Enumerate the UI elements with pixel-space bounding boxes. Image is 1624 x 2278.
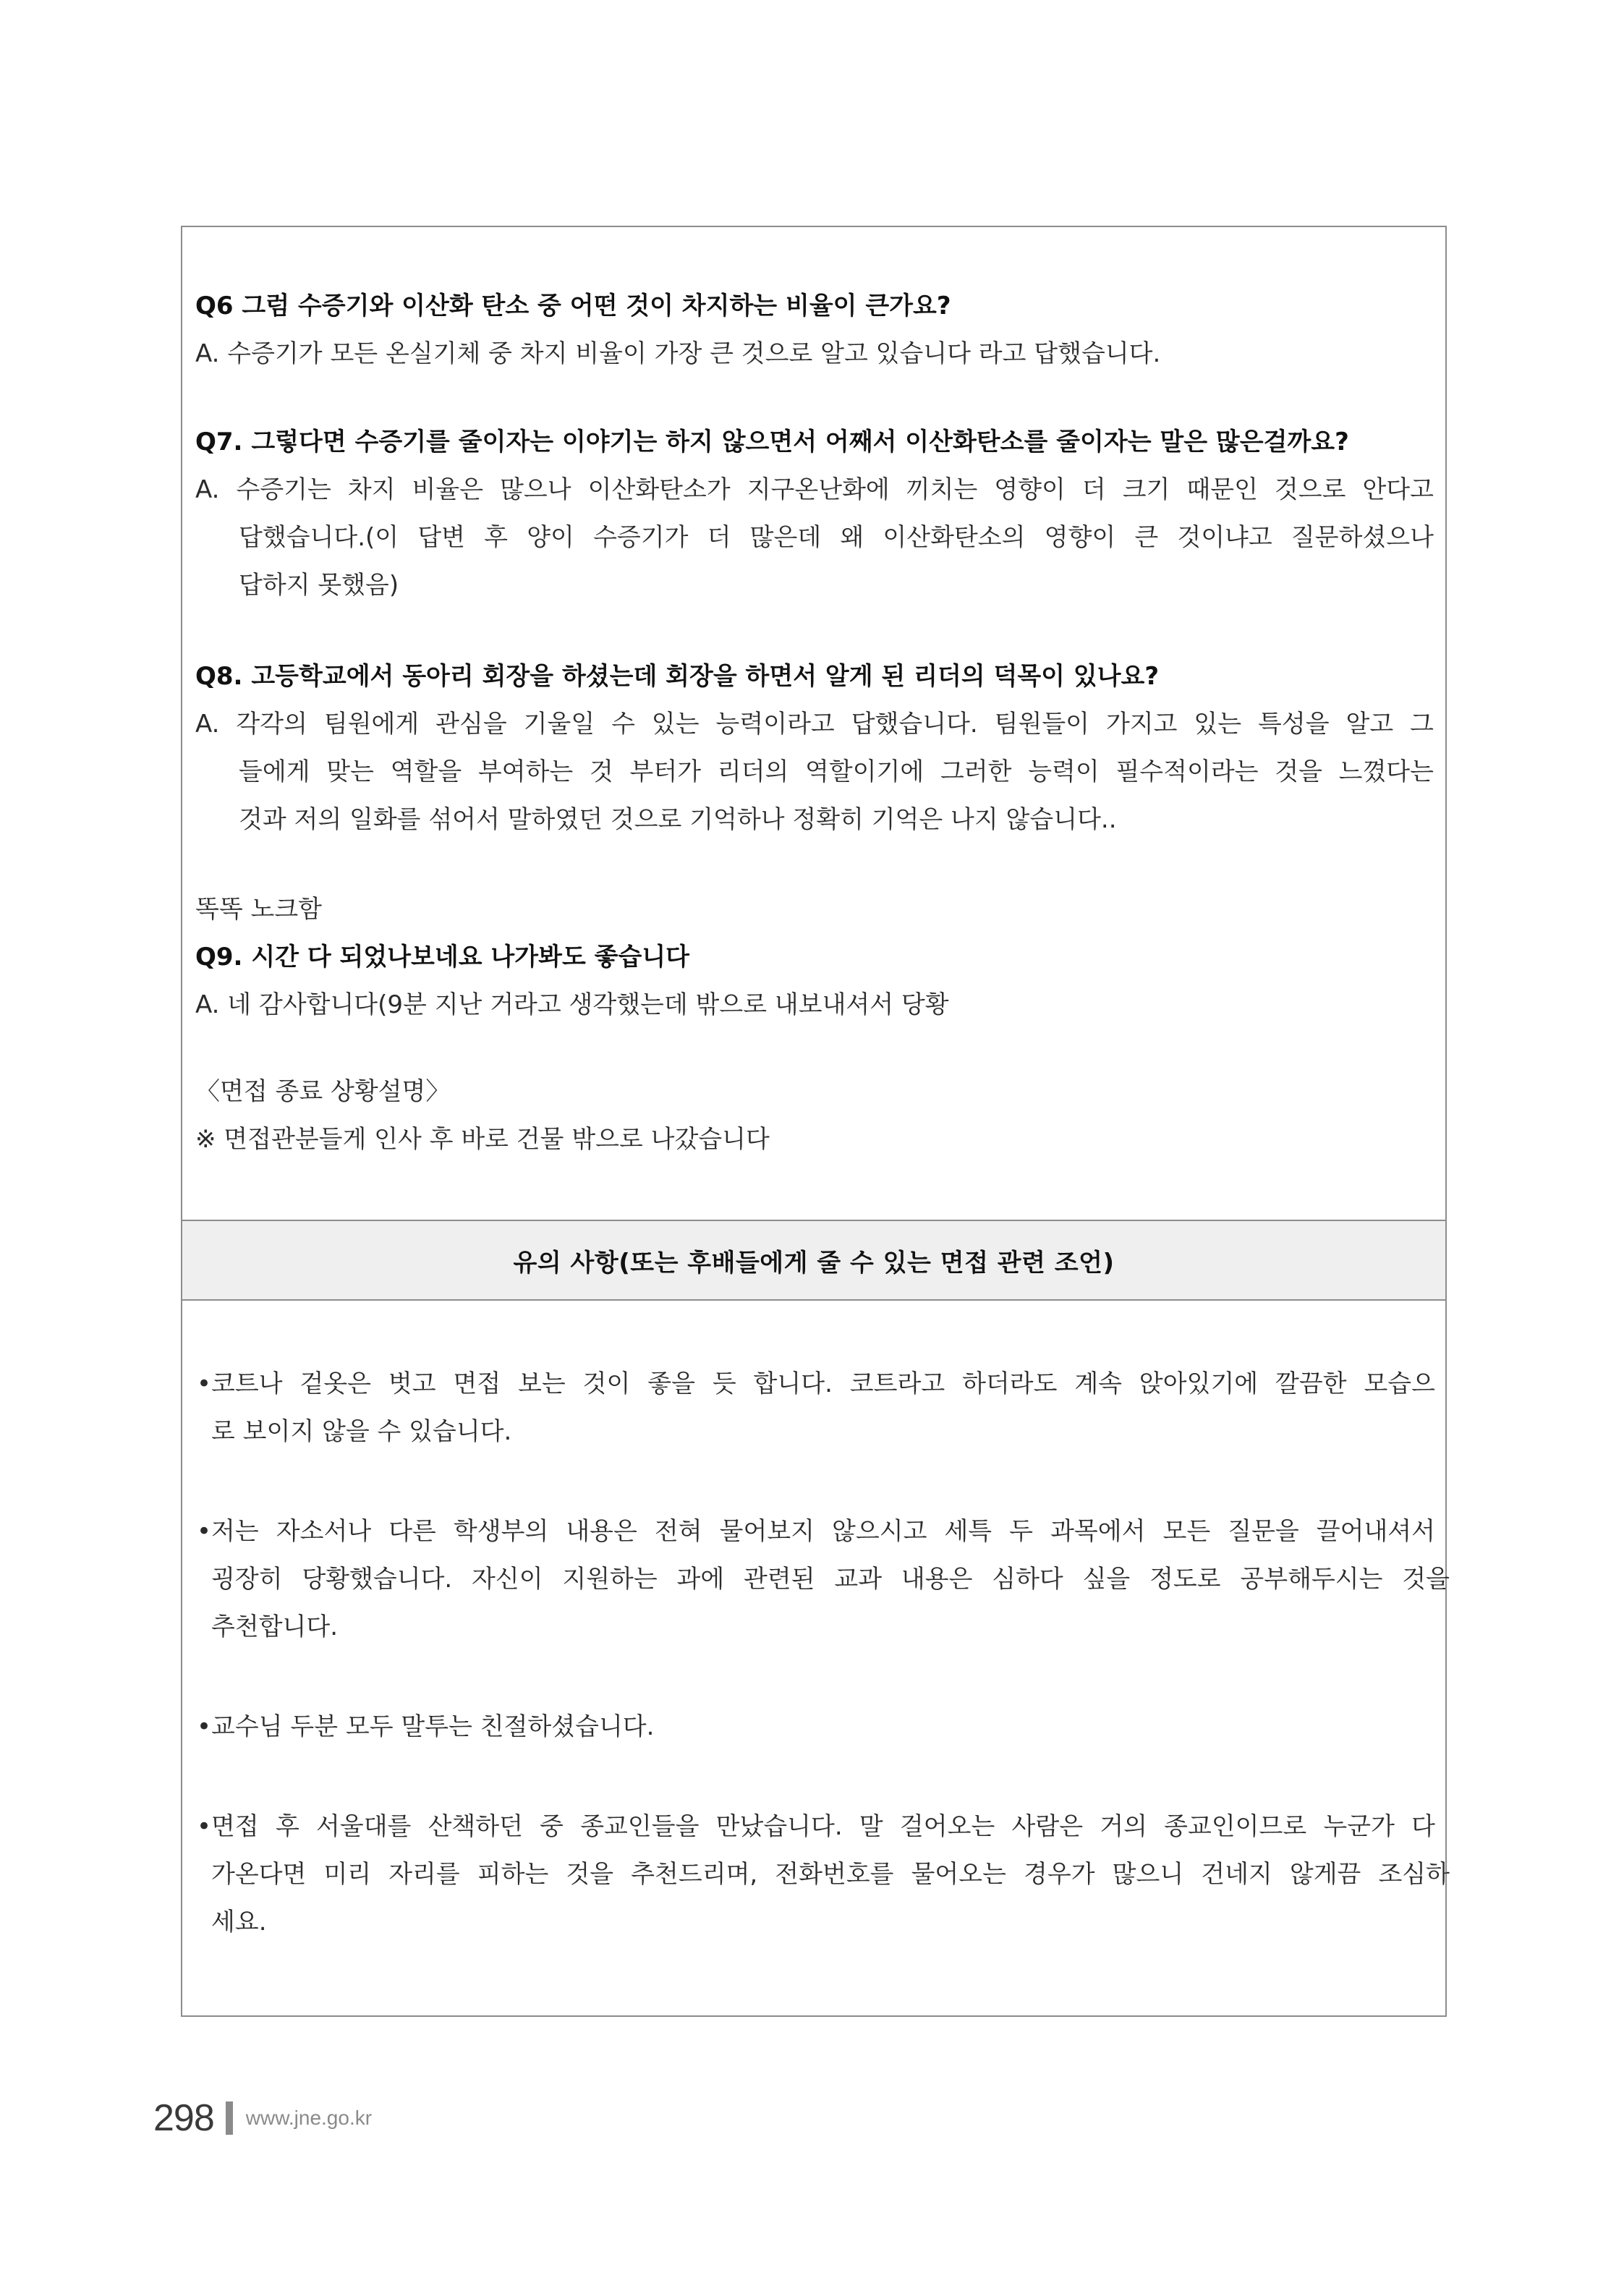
advice-item-2-line-1: •저는 자소서나 다른 학생부의 내용은 전혀 물어보지 않으시고 세특 두 과목에서 모든 질문을 끌어내셔서 — [197, 1517, 1435, 1546]
advice-item-3: •교수님 두분 모두 말투는 친절하셨습니다. — [197, 1712, 655, 1741]
end-situation-note: ※ 면접관분들게 인사 후 바로 건물 밖으로 나갔습니다 — [195, 1125, 770, 1154]
advice-item-4-line-1: •면접 후 서울대를 산책하던 중 종교인들을 만났습니다. 말 걸어오는 사람은 거의 종교인이므로 누군가 다 — [197, 1812, 1435, 1841]
interview-transcript — [182, 227, 1445, 1221]
footer-url: www.jne.go.kr — [245, 2107, 373, 2129]
knock-note: 똑똑 노크함 — [195, 895, 323, 924]
advice-item-2-line-2: 굉장히 당황했습니다. 자신이 지원하는 과에 관련된 교과 내용은 심하다 싶을 정도로 공부해두시는 것을 — [211, 1565, 1450, 1594]
end-situation-title: 〈면접 종료 상황설명〉 — [195, 1077, 451, 1106]
answer-7-line-1: A. 수증기는 차지 비율은 많으나 이산화탄소가 지구온난화에 끼치는 영향이 더 크기 때문인 것으로 안다고 — [195, 475, 1434, 504]
advice-item-1-line-2: 로 보이지 않을 수 있습니다. — [211, 1417, 512, 1446]
page-number: 298 — [153, 2097, 214, 2139]
advice-header — [182, 1221, 1445, 1301]
answer-8-line-3: 것과 저의 일화를 섞어서 말하였던 것으로 기억하나 정확히 기억은 나지 않습니다.. — [239, 805, 1117, 834]
answer-7-line-2: 답했습니다.(이 답변 후 양이 수증기가 더 많은데 왜 이산화탄소의 영향이 큰 것이냐고 질문하셨으나 — [239, 523, 1434, 552]
answer-6: A. 수증기가 모든 온실기체 중 차지 비율이 가장 큰 것으로 알고 있습니다 라고 답했습니다. — [195, 339, 1161, 368]
answer-7-line-3: 답하지 못했음) — [239, 571, 399, 600]
advice-item-1-line-1: •코트나 겉옷은 벗고 면접 보는 것이 좋을 듯 합니다. 코트라고 하더라도 계속 앉아있기에 깔끔한 모습으 — [197, 1369, 1435, 1398]
question-6: Q6 그럼 수증기와 이산화 탄소 중 어떤 것이 차지하는 비율이 큰가요? — [195, 292, 951, 320]
advice-item-2-line-3: 추천합니다. — [211, 1612, 339, 1641]
footer-divider — [226, 2101, 233, 2135]
answer-8-line-2: 들에게 맞는 역할을 부여하는 것 부터가 리더의 역할이기에 그러한 능력이 필수적이라는 것을 느꼈다는 — [239, 757, 1434, 786]
page-footer — [153, 2089, 372, 2147]
answer-9: A. 네 감사합니다(9분 지난 거라고 생각했는데 밖으로 내보내셔서 당황 — [195, 990, 949, 1019]
question-8: Q8. 고등학교에서 동아리 회장을 하셨는데 회장을 하면서 알게 된 리더의 덕목이 있나요? — [195, 662, 1160, 691]
advice-header-title: 유의 사항(또는 후배들에게 줄 수 있는 면접 관련 조언) — [513, 1248, 1115, 1278]
question-9: Q9. 시간 다 되었나보네요 나가봐도 좋습니다 — [195, 943, 690, 972]
advice-item-4-line-2: 가온다면 미리 자리를 피하는 것을 추천드리며, 전화번호를 물어오는 경우가 많으니 건네지 않게끔 조심하 — [211, 1860, 1450, 1889]
question-7: Q7. 그렇다면 수증기를 줄이자는 이야기는 하지 않으면서 어째서 이산화탄소를 줄이자는 말은 많은걸까요? — [195, 428, 1349, 456]
interview-box — [181, 226, 1450, 2017]
advice-item-4-line-3: 세요. — [211, 1908, 267, 1937]
answer-8-line-1: A. 각각의 팀원에게 관심을 기울일 수 있는 능력이라고 답했습니다. 팀원들이 가지고 있는 특성을 알고 그 — [195, 710, 1434, 739]
